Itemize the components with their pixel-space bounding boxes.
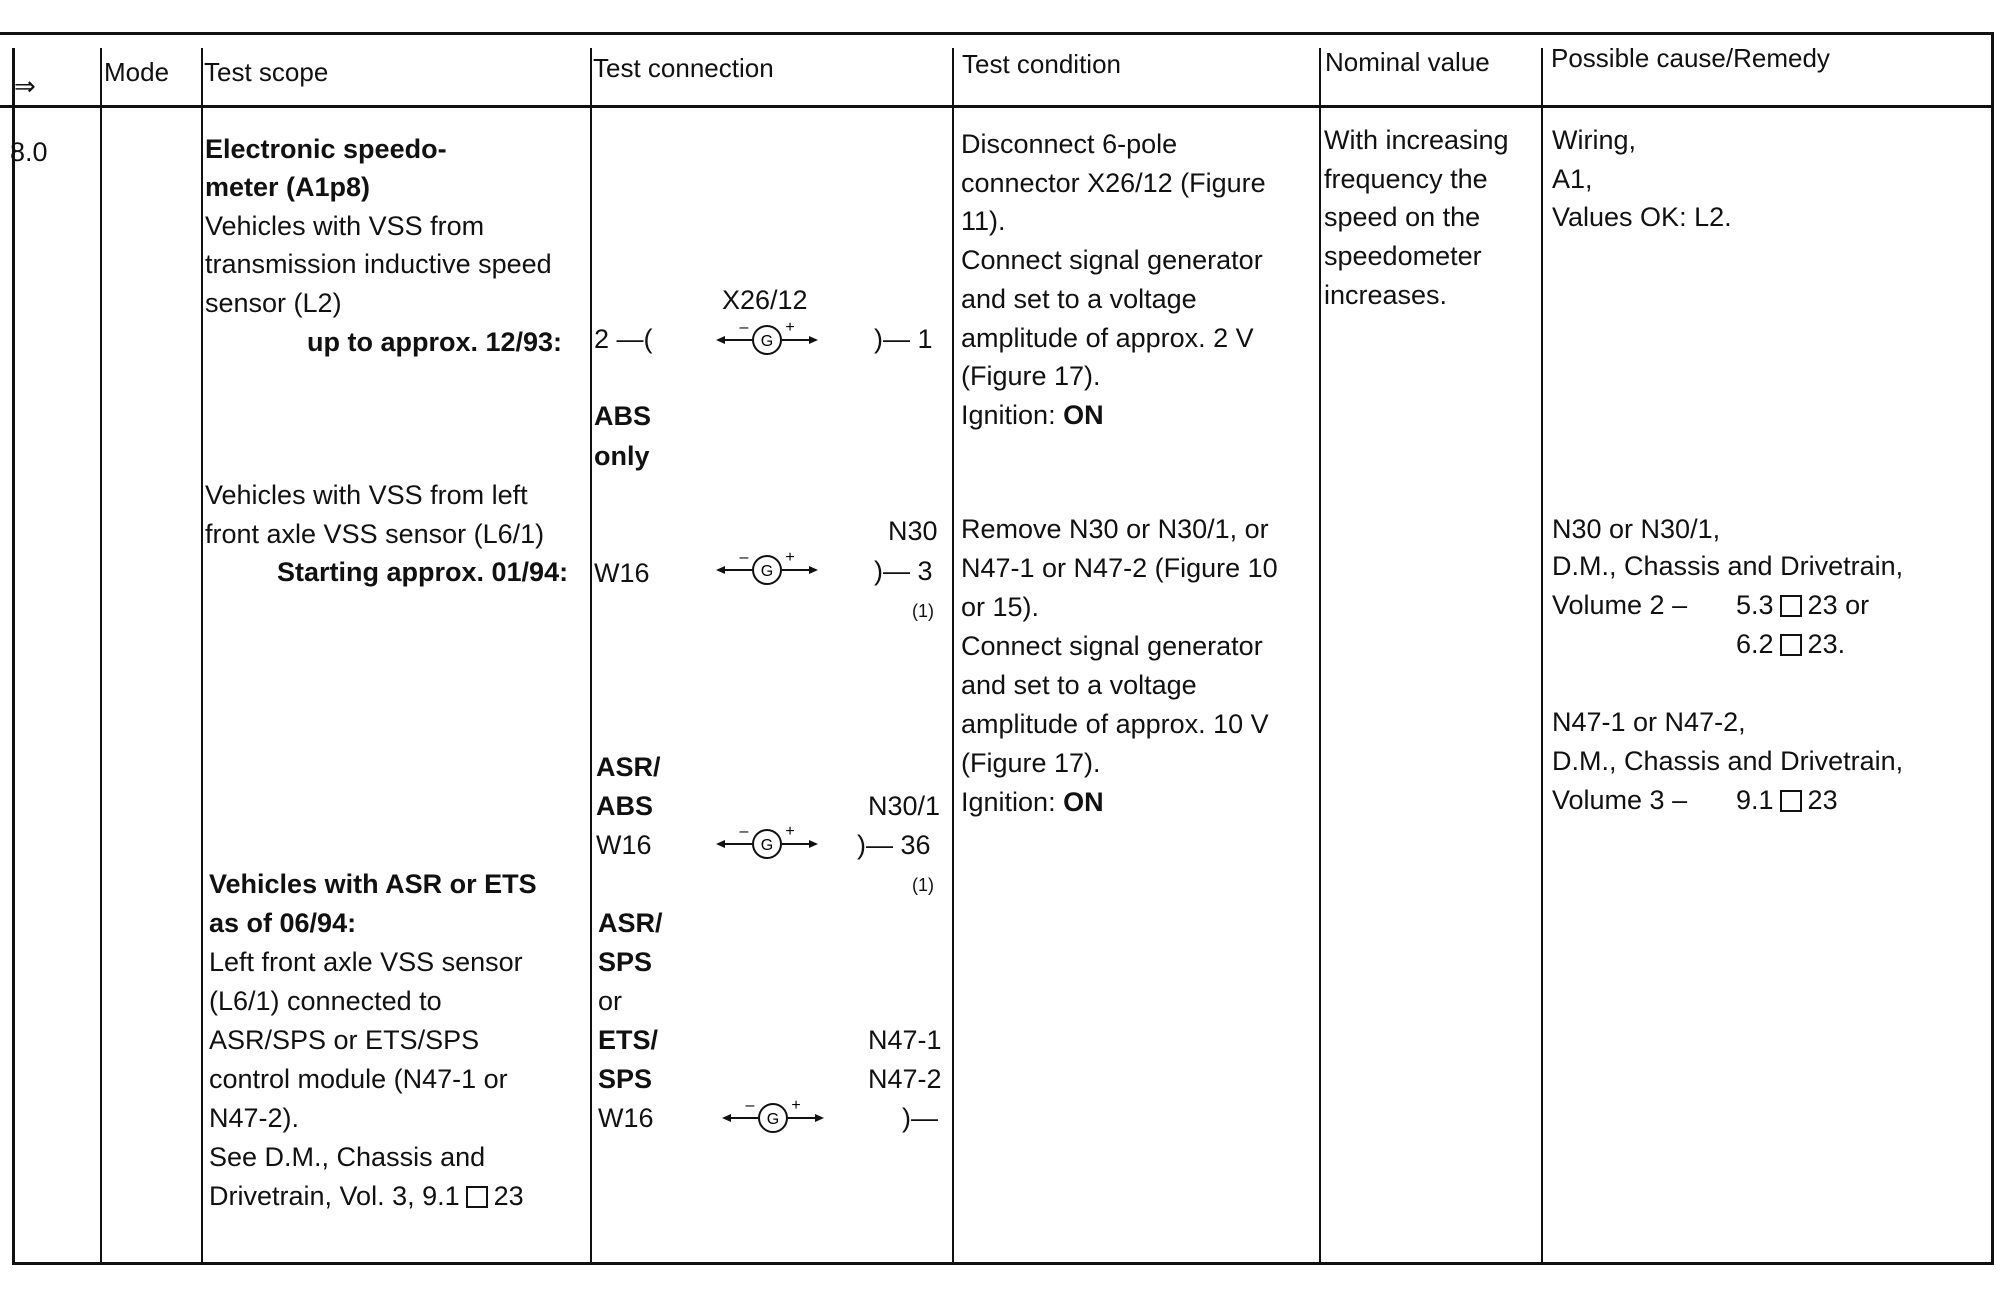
col-border-5 [1319,48,1321,1264]
remedy-text: D.M., Chassis and Drivetrain, [1552,551,1904,581]
scope-asr-ets-1: Vehicles with ASR or ETS [209,869,537,899]
nominal-text: speed on the [1324,202,1481,232]
svg-text:+: + [785,319,795,336]
footnote-1: (1) [912,875,934,895]
row-number: 8.0 [10,137,48,167]
signal-generator-icon [718,1096,828,1136]
condition-text: (Figure 17). [961,748,1101,778]
svg-text:+: + [791,1097,801,1114]
nominal-text: With increasing [1324,125,1509,155]
abs-only-label: only [594,441,650,471]
svg-text:–: – [745,1097,755,1114]
n47-1-label: N47-1 [868,1025,942,1055]
scope-text: Vehicles with VSS from left [205,480,528,510]
scope-text: sensor (L2) [205,288,342,318]
scope-text: front axle VSS sensor (L6/1) [205,519,545,549]
header-possible-cause: Possible cause/Remedy [1551,43,1830,73]
w16-label: W16 [596,830,652,860]
header-mode: Mode [104,57,170,87]
scope-text: ASR/SPS or ETS/SPS [209,1025,480,1055]
condition-text: Connect signal generator [961,245,1263,275]
scope-text: Vehicles with VSS from [205,211,485,241]
n30-label: N30 [888,516,938,546]
header-test-connection: Test connection [593,53,774,83]
remedy-reference: 6.2 23. [1736,629,1846,659]
condition-ignition: Ignition: ON [961,787,1104,817]
svg-text:G: G [760,563,774,580]
condition-text: 11). [961,206,1006,236]
nominal-text: frequency the [1324,164,1488,194]
condition-text: amplitude of approx. 2 V [961,323,1254,353]
svg-text:G: G [760,837,774,854]
condition-text: and set to a voltage [961,284,1197,314]
nominal-text: speedometer [1324,241,1482,271]
remedy-text: Volume 2 – [1552,590,1688,620]
svg-text:–: – [739,823,749,840]
n47-2-label: N47-2 [868,1064,942,1094]
scope-text: control module (N47-1 or [209,1064,508,1094]
svg-text:–: – [739,319,749,336]
remedy-reference: 9.1 23 [1736,785,1838,815]
remedy-text: Wiring, [1552,125,1637,155]
section-box-icon [1780,790,1802,812]
condition-text: and set to a voltage [961,670,1197,700]
col-border-6 [1541,48,1543,1264]
col-border-7 [1991,32,1994,1264]
header-test-scope: Test scope [204,57,329,87]
remedy-text: A1, [1552,164,1593,194]
remedy-reference: 5.3 23 or [1736,590,1870,620]
pin-end: )— [902,1103,938,1133]
condition-text: (Figure 17). [961,361,1101,391]
section-box-icon [1780,595,1802,617]
section-box-icon [1780,634,1802,656]
scope-text: See D.M., Chassis and [209,1142,486,1172]
svg-text:+: + [785,549,795,566]
pin-1: )— 1 [874,324,933,354]
pin-36: )— 36 [857,830,931,860]
remedy-text: Values OK: L2. [1552,202,1732,232]
scope-text: (L6/1) connected to [209,986,442,1016]
condition-text: amplitude of approx. 10 V [961,709,1269,739]
col-border-1 [100,48,102,1264]
scope-title-2: meter (A1p8) [205,172,371,202]
scope-text: transmission inductive speed [205,249,552,279]
nominal-text: increases. [1324,280,1448,310]
header-bottom-border [0,105,1992,108]
col-border-3 [590,48,592,1264]
condition-text: Disconnect 6-pole [961,129,1178,159]
abs-label: ABS [594,401,652,431]
w16-label: W16 [594,558,650,588]
scope-text: Left front axle VSS sensor [209,947,523,977]
scope-text: N47-2). [209,1103,300,1133]
n30-1-label: N30/1 [868,791,941,821]
pin-3: )— 3 [874,556,933,586]
col-border-0 [12,48,15,1264]
condition-text: connector X26/12 (Figure [961,168,1266,198]
condition-ignition: Ignition: ON [961,400,1104,430]
signal-generator-icon [712,548,822,588]
pin-2: 2 —( [594,324,653,354]
or-label: or [598,986,623,1016]
signal-generator-icon [712,318,822,358]
table-top-border [0,32,1992,35]
remedy-text: Volume 3 – [1552,785,1688,815]
signal-generator-icon [712,822,822,862]
col-border-2 [201,48,203,1264]
scope-date-1293: up to approx. 12/93: [307,327,563,357]
header-arrow: ⇒ [14,71,36,101]
remedy-text: N30 or N30/1, [1552,514,1721,544]
asr-label: ASR/ [596,752,661,782]
scope-date-0194: Starting approx. 01/94: [277,557,569,587]
condition-text: or 15). [961,592,1040,622]
svg-text:G: G [766,1111,780,1128]
header-test-condition: Test condition [962,49,1121,79]
remedy-text: D.M., Chassis and Drivetrain, [1552,746,1904,776]
sps-label: SPS [598,1064,653,1094]
condition-text: Connect signal generator [961,631,1263,661]
svg-text:G: G [760,333,774,350]
condition-text: N47-1 or N47-2 (Figure 10 [961,553,1278,583]
col-border-4 [952,48,954,1264]
section-box-icon [466,1186,488,1208]
condition-text: Remove N30 or N30/1, or [961,514,1269,544]
ets-label: ETS/ [598,1025,659,1055]
footnote-1: (1) [912,601,934,621]
scope-reference: Drivetrain, Vol. 3, 9.1 23 [209,1181,524,1211]
svg-text:–: – [739,549,749,566]
remedy-text: N47-1 or N47-2, [1552,707,1746,737]
abs-label: ABS [596,791,654,821]
table-bottom-border [12,1262,1994,1265]
connector-x26-label: X26/12 [722,285,808,315]
scope-asr-ets-2: as of 06/94: [209,908,357,938]
header-nominal-value: Nominal value [1325,47,1490,77]
asr-label: ASR/ [598,908,663,938]
scope-title-1: Electronic speedo- [205,134,447,164]
w16-label: W16 [598,1103,654,1133]
sps-label: SPS [598,947,653,977]
svg-text:+: + [785,823,795,840]
